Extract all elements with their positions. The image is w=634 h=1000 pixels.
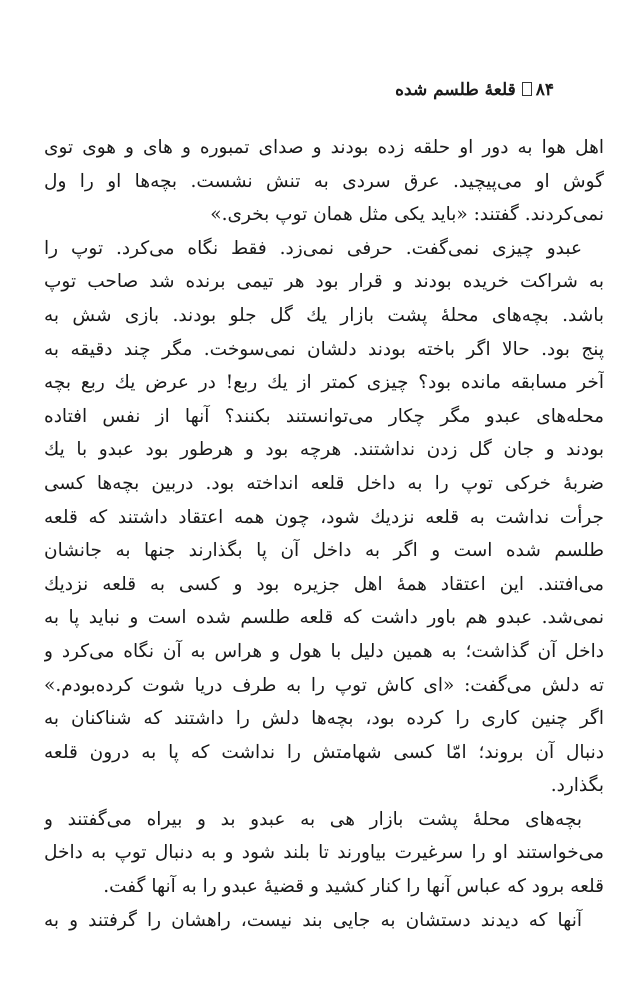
text-line: می‌خواستند او را سرغیرت بیاورند تا بلند شود و به دنبال توپ به داخل xyxy=(44,842,604,864)
text-line: گوش او می‌پیچید. عرق سردی به تنش نشست. بچه‌ها او را ول xyxy=(44,170,604,192)
text-line: آنها که دیدند دستشان به جایی بند نیست، راهشان را گرفتند و به xyxy=(44,909,582,931)
body-text xyxy=(44,131,604,937)
text-line: اهل هوا به دور او حلقه زده بودند و صدای تمبوره و های و هوی توی xyxy=(44,137,604,158)
text-line: آخر مسابقه مانده بود؟ چیزی کمتر از یك ربع! در عرض یك ربع بچه xyxy=(44,372,604,394)
text-line: نمی‌کردند. گفتند: «باید یکی مثل همان توپ بخری.» xyxy=(210,204,604,226)
text-line: محله‌های عبدو مگر چکار می‌توانستند بکنند؟ آنها از نفس افتاده xyxy=(44,405,604,427)
text-line: بگذارد. xyxy=(550,775,604,797)
text-line: داخل آن گذاشت؛ به همین دلیل با هول و هراس به آن نگاه می‌کرد و xyxy=(44,640,604,662)
text-line: به شراکت خریده بودند و قرار بود هر تیمی برنده شد صاحب توپ xyxy=(44,271,604,293)
text-line: ضربهٔ خرکی توپ را به داخل قلعه انداخته بود. دربین بچه‌ها کسی xyxy=(44,472,604,494)
text-line: می‌افتند. این اعتقاد همهٔ اهل جزیره بود و کسی به قلعه نزدیك xyxy=(44,573,604,595)
text-line: بچه‌های محلهٔ پشت بازار هی به عبدو بد و بیراه می‌گفتند و xyxy=(44,808,582,830)
text-line: نمی‌شد. عبدو هم باور داشت که قلعه طلسم شده است و نباید پا به xyxy=(44,607,604,629)
text-line: قلعه برود که عباس آنها را کنار کشید و قضیهٔ عبدو را به آنها گفت. xyxy=(103,876,604,898)
book-title: قلعهٔ طلسم شده xyxy=(395,80,516,100)
text-line: جرأت نداشت به قلعه نزدیك شود، چون همه اعتقاد داشتند که قلعه xyxy=(44,506,604,528)
header-ornament-box xyxy=(522,82,532,96)
text-line: عبدو چیزی نمی‌گفت. حرفی نمی‌زد. فقط نگاه می‌کرد. توپ را xyxy=(44,237,582,259)
text-line: باشد. بچه‌های محلهٔ پشت بازار یك گل جلو بودند. بازی شش به xyxy=(44,304,604,326)
text-line: پنج بود. حالا اگر باخته بودند دلشان نمی‌سوخت. مگر چند دقیقه به xyxy=(44,338,604,360)
text-line: طلسم شده است و اگر به داخل آن پا بگذارند جنها به جانشان xyxy=(44,540,604,562)
text-line: ته دلش می‌گفت: «ای کاش توپ را به طرف دریا شوت کرده‌بودم.» xyxy=(44,674,604,696)
text-line: بودند و جان گل زدن نداشتند. هرچه بود و هرطور بود عبدو با یك xyxy=(44,439,604,461)
running-header xyxy=(395,80,554,100)
page-number: ۸۴ xyxy=(535,80,554,100)
text-line: دنبال آن بروند؛ امّا کسی شهامتش را نداشت که پا به درون قلعه xyxy=(44,741,604,763)
text-line: اگر چنین کاری را کرده بود، بچه‌ها دلش را داشتند که شناکنان به xyxy=(44,708,604,730)
